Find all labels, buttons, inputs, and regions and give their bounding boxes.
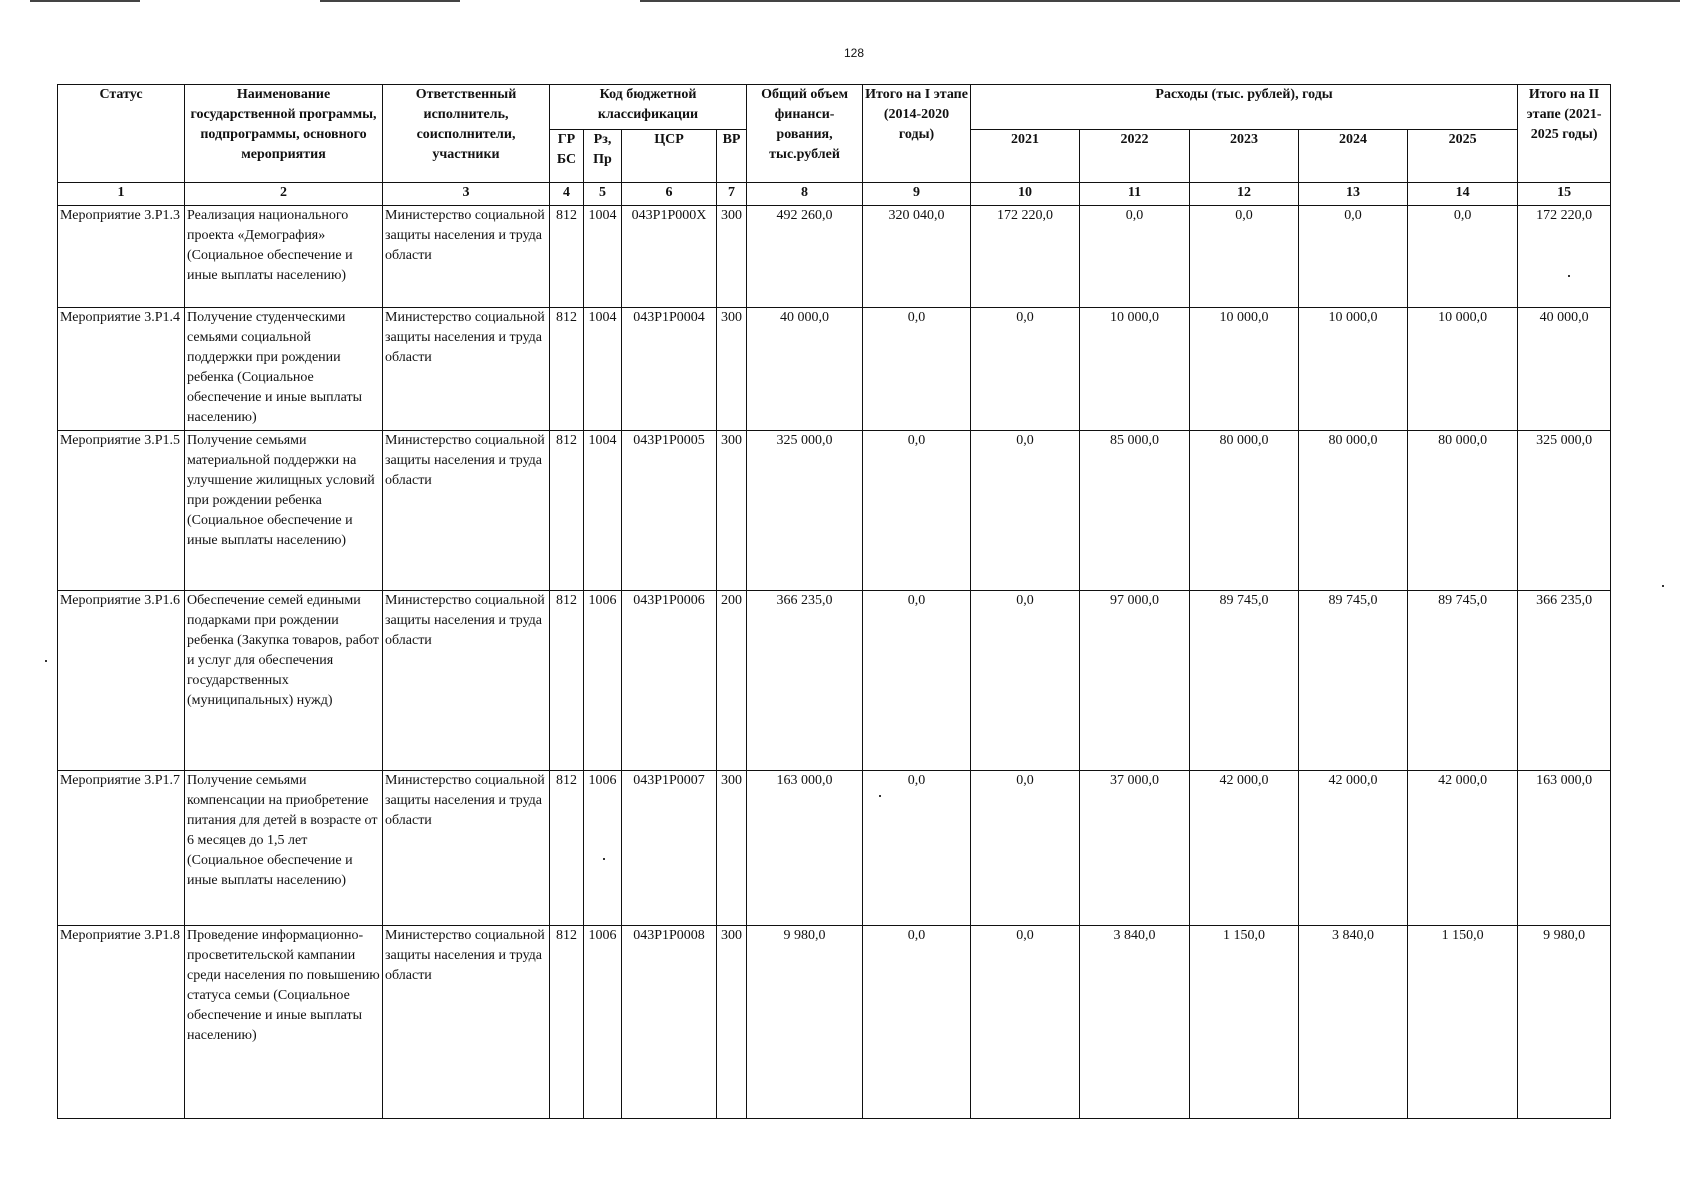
header-vr: ВР	[717, 130, 747, 183]
table-row	[58, 591, 1611, 771]
row-csr: 043P1P0008	[622, 926, 717, 1119]
table-row	[58, 206, 1611, 308]
column-number: 8	[747, 183, 863, 206]
row-total: 9 980,0	[747, 926, 863, 1119]
row-2022: 37 000,0	[1080, 771, 1190, 926]
column-number: 7	[717, 183, 747, 206]
row-grbs: 812	[550, 206, 584, 308]
row-stage1: 0,0	[863, 591, 971, 771]
row-2023: 89 745,0	[1190, 591, 1299, 771]
row-2022: 10 000,0	[1080, 308, 1190, 431]
row-total: 366 235,0	[747, 591, 863, 771]
column-number: 12	[1190, 183, 1299, 206]
scan-speck	[603, 858, 605, 860]
header-year: 2024	[1299, 130, 1408, 183]
row-2023: 10 000,0	[1190, 308, 1299, 431]
row-vr: 300	[717, 771, 747, 926]
row-2022: 85 000,0	[1080, 431, 1190, 591]
row-name: Обеспечение семей едиными подарками при рождении ребенка (Закупка товаров, работ и услуг для обеспечения государственных (муниципальных) нужд)	[185, 591, 383, 771]
row-rzpr: 1006	[584, 591, 622, 771]
header-csr: ЦСР	[622, 130, 717, 183]
row-grbs: 812	[550, 926, 584, 1119]
row-2025: 10 000,0	[1408, 308, 1518, 431]
row-stage2: 163 000,0	[1518, 771, 1611, 926]
header-budget-code: Код бюджетной классификации	[550, 85, 747, 130]
row-name: Получение семьями компенсации на приобретение питания для детей в возрасте от 6 месяцев до 1,5 лет (Социальное обеспечение и иные выплаты населению)	[185, 771, 383, 926]
row-status: Мероприятие 3.Р1.4	[58, 308, 185, 431]
row-csr: 043P1P0007	[622, 771, 717, 926]
row-status: Мероприятие 3.Р1.3	[58, 206, 185, 308]
row-grbs: 812	[550, 591, 584, 771]
scan-speck	[1662, 585, 1664, 587]
row-executor: Министерство социальной защиты населения и труда области	[383, 591, 550, 771]
row-executor: Министерство социальной защиты населения и труда области	[383, 206, 550, 308]
scan-speck	[1568, 275, 1570, 277]
row-2021: 172 220,0	[971, 206, 1080, 308]
column-number: 11	[1080, 183, 1190, 206]
row-grbs: 812	[550, 308, 584, 431]
row-2021: 0,0	[971, 591, 1080, 771]
top-rule	[320, 0, 460, 2]
row-2024: 0,0	[1299, 206, 1408, 308]
row-name: Получение семьями материальной поддержки на улучшение жилищных условий при рождении ребенка (Социальное обеспечение и иные выплаты населению)	[185, 431, 383, 591]
header-year: 2021	[971, 130, 1080, 183]
scan-speck	[879, 795, 881, 797]
row-stage2: 366 235,0	[1518, 591, 1611, 771]
row-2021: 0,0	[971, 308, 1080, 431]
table-row	[58, 771, 1611, 926]
column-number: 14	[1408, 183, 1518, 206]
column-number: 13	[1299, 183, 1408, 206]
header-expenses: Расходы (тыс. рублей), годы	[971, 85, 1518, 130]
row-status: Мероприятие 3.Р1.7	[58, 771, 185, 926]
row-2023: 80 000,0	[1190, 431, 1299, 591]
row-grbs: 812	[550, 431, 584, 591]
column-number: 2	[185, 183, 383, 206]
row-2021: 0,0	[971, 771, 1080, 926]
row-rzpr: 1004	[584, 431, 622, 591]
header-total-volume: Общий объем финанси-рования, тыс.рублей	[747, 85, 863, 183]
header-stage2-total: Итого на II этапе (2021-2025 годы)	[1518, 85, 1611, 183]
header-program-name: Наименование государственной программы, подпрограммы, основного мероприятия	[185, 85, 383, 183]
header-stage1-total: Итого на I этапе (2014-2020 годы)	[863, 85, 971, 183]
table-row	[58, 308, 1611, 431]
row-rzpr: 1006	[584, 926, 622, 1119]
row-csr: 043P1P000X	[622, 206, 717, 308]
row-grbs: 812	[550, 771, 584, 926]
row-stage1: 0,0	[863, 308, 971, 431]
column-number: 6	[622, 183, 717, 206]
row-2022: 0,0	[1080, 206, 1190, 308]
row-rzpr: 1006	[584, 771, 622, 926]
row-total: 163 000,0	[747, 771, 863, 926]
header-year: 2023	[1190, 130, 1299, 183]
header-grbs: ГР БС	[550, 130, 584, 183]
row-total: 40 000,0	[747, 308, 863, 431]
row-vr: 300	[717, 431, 747, 591]
row-status: Мероприятие 3.Р1.6	[58, 591, 185, 771]
row-2023: 0,0	[1190, 206, 1299, 308]
column-number: 10	[971, 183, 1080, 206]
row-stage1: 320 040,0	[863, 206, 971, 308]
row-csr: 043P1P0004	[622, 308, 717, 431]
row-2021: 0,0	[971, 926, 1080, 1119]
row-csr: 043P1P0005	[622, 431, 717, 591]
column-number: 15	[1518, 183, 1611, 206]
row-2022: 97 000,0	[1080, 591, 1190, 771]
row-csr: 043P1P0006	[622, 591, 717, 771]
row-2025: 0,0	[1408, 206, 1518, 308]
column-number-row	[58, 183, 1611, 206]
row-total: 492 260,0	[747, 206, 863, 308]
row-total: 325 000,0	[747, 431, 863, 591]
row-2024: 80 000,0	[1299, 431, 1408, 591]
table-row	[58, 431, 1611, 591]
row-executor: Министерство социальной защиты населения и труда области	[383, 308, 550, 431]
row-vr: 300	[717, 926, 747, 1119]
row-stage2: 325 000,0	[1518, 431, 1611, 591]
row-rzpr: 1004	[584, 308, 622, 431]
row-2024: 3 840,0	[1299, 926, 1408, 1119]
row-rzpr: 1004	[584, 206, 622, 308]
row-2025: 1 150,0	[1408, 926, 1518, 1119]
column-number: 5	[584, 183, 622, 206]
row-stage2: 9 980,0	[1518, 926, 1611, 1119]
row-vr: 300	[717, 206, 747, 308]
row-stage1: 0,0	[863, 926, 971, 1119]
row-vr: 200	[717, 591, 747, 771]
row-executor: Министерство социальной защиты населения и труда области	[383, 926, 550, 1119]
row-stage2: 40 000,0	[1518, 308, 1611, 431]
row-vr: 300	[717, 308, 747, 431]
header-status: Статус	[58, 85, 185, 183]
table-row	[58, 926, 1611, 1119]
row-2023: 1 150,0	[1190, 926, 1299, 1119]
row-name: Реализация национального проекта «Демография» (Социальное обеспечение и иные выплаты населению)	[185, 206, 383, 308]
column-number: 3	[383, 183, 550, 206]
row-executor: Министерство социальной защиты населения и труда области	[383, 771, 550, 926]
row-2022: 3 840,0	[1080, 926, 1190, 1119]
row-2024: 42 000,0	[1299, 771, 1408, 926]
column-number: 4	[550, 183, 584, 206]
column-number: 1	[58, 183, 185, 206]
row-stage1: 0,0	[863, 771, 971, 926]
top-rule	[640, 0, 1680, 2]
row-stage2: 172 220,0	[1518, 206, 1611, 308]
row-2024: 10 000,0	[1299, 308, 1408, 431]
row-status: Мероприятие 3.Р1.8	[58, 926, 185, 1119]
row-2025: 89 745,0	[1408, 591, 1518, 771]
row-2024: 89 745,0	[1299, 591, 1408, 771]
header-year: 2025	[1408, 130, 1518, 183]
row-2025: 42 000,0	[1408, 771, 1518, 926]
column-number: 9	[863, 183, 971, 206]
page-number: 128	[843, 46, 865, 60]
top-rule	[30, 0, 140, 2]
row-name: Проведение информационно-просветительской кампании среди населения по повышению статуса семьи (Социальное обеспечение и иные выплаты населению)	[185, 926, 383, 1119]
row-2023: 42 000,0	[1190, 771, 1299, 926]
budget-table	[57, 84, 1611, 1119]
header-row	[58, 85, 1611, 130]
header-executor: Ответственный исполнитель, соисполнители, участники	[383, 85, 550, 183]
row-status: Мероприятие 3.Р1.5	[58, 431, 185, 591]
row-2025: 80 000,0	[1408, 431, 1518, 591]
row-stage1: 0,0	[863, 431, 971, 591]
header-rzpr: Рз, Пр	[584, 130, 622, 183]
scan-speck	[45, 660, 47, 662]
row-executor: Министерство социальной защиты населения и труда области	[383, 431, 550, 591]
row-name: Получение студенческими семьями социальной поддержки при рождении ребенка (Социальное обеспечение и иные выплаты населению)	[185, 308, 383, 431]
row-2021: 0,0	[971, 431, 1080, 591]
header-year: 2022	[1080, 130, 1190, 183]
